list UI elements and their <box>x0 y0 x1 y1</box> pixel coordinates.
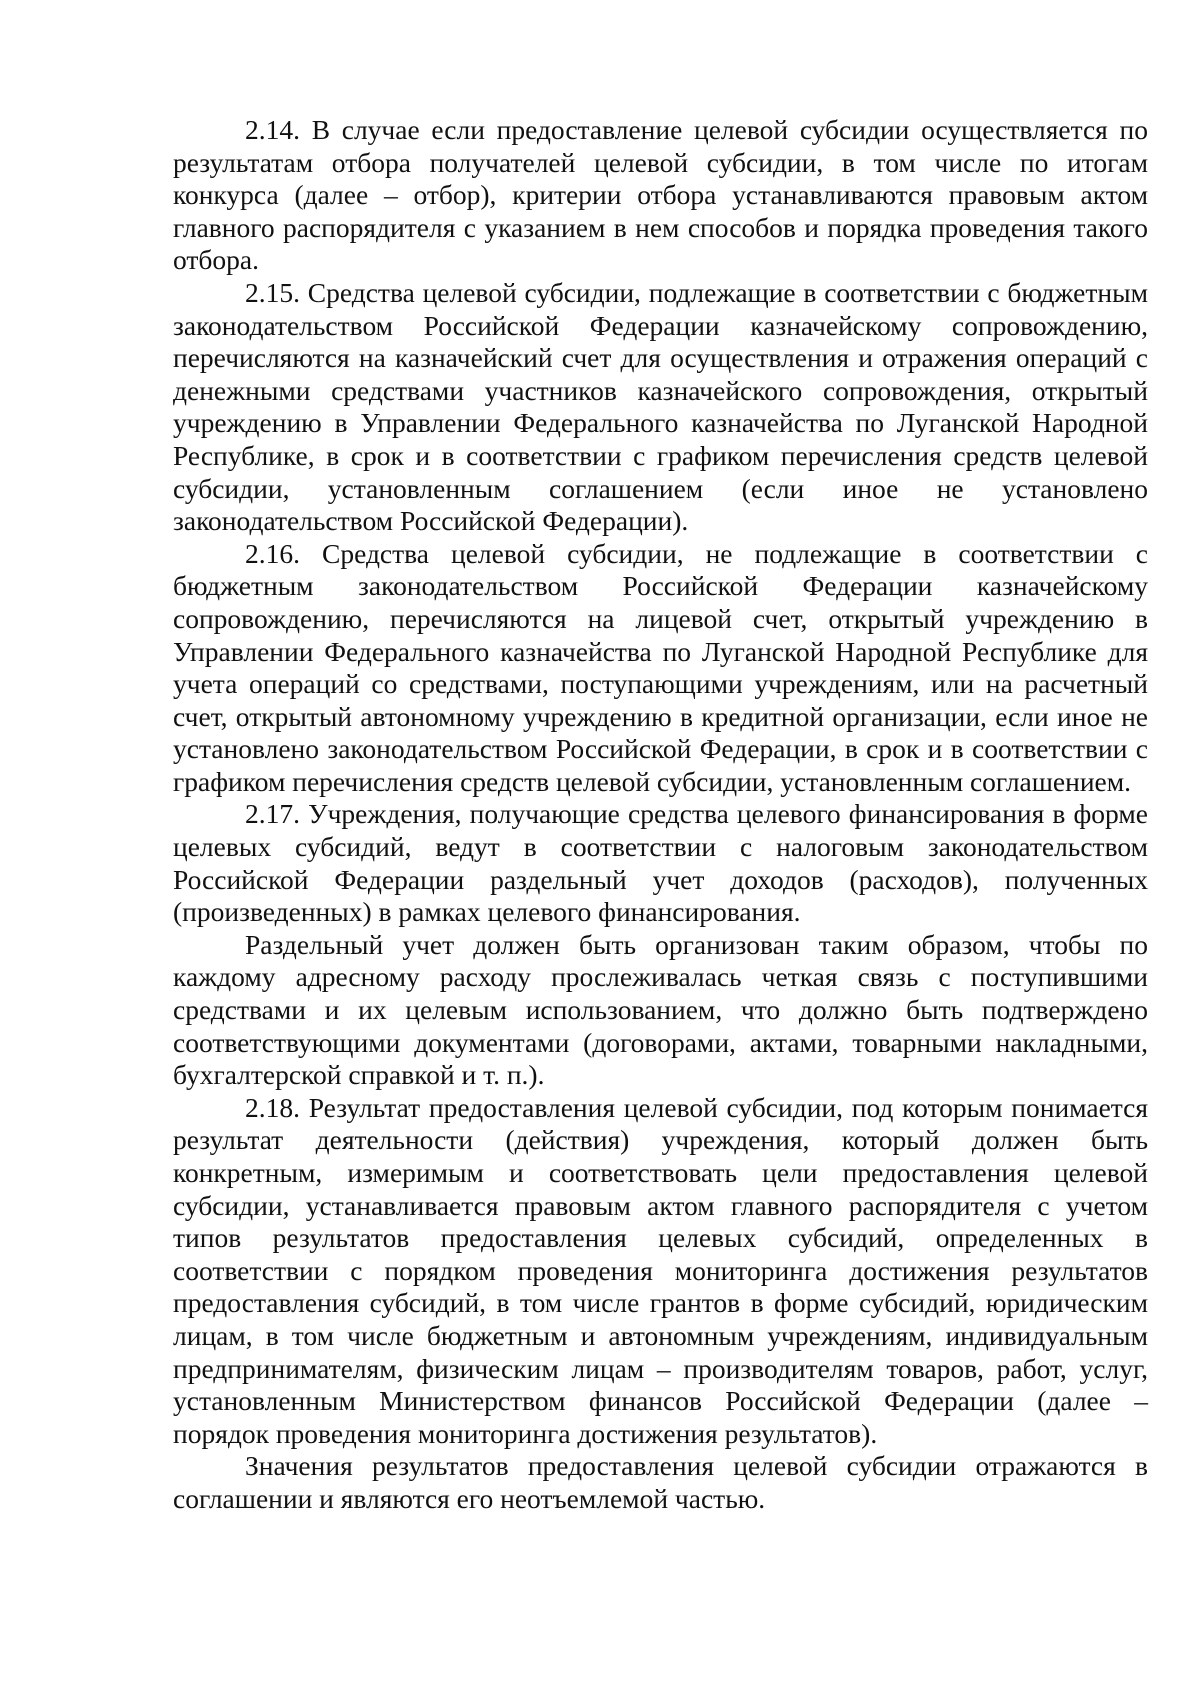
paragraph-separate-accounting: Раздельный учет должен быть организован таким образом, чтобы по каждому адресному расходу прослеживалась четкая связь с поступившими средствами и их целевым использованием, что должно быть подтверждено соответствующими документами (договорами, актами, товарными накладными, бухгалтерской справкой и т. п.). <box>173 928 1148 1091</box>
paragraph-result-values: Значения результатов предоставления целевой субсидии отражаются в соглашении и являются его неотъемлемой частью. <box>173 1450 1148 1514</box>
paragraph-2-18: 2.18. Результат предоставления целевой субсидии, под которым понимается результат деятельности (действия) учреждения, который должен быть конкретным, измеримым и соответствовать цели предоставления целевой субсидии, устанавливается правовым актом главного распорядителя с учетом типов результатов предоставления целевых субсидий, определенных в соответствии с порядком проведения мониторинга достижения результатов предоставления субсидий, в том числе грантов в форме субсидий, юридическим лицам, в том числе бюджетным и автономным учреждениям, индивидуальным предпринимателям, физическим лицам – производителям товаров, работ, услуг, установленным Министерством финансов Российской Федерации (далее – порядок проведения мониторинга достижения результатов). <box>173 1091 1148 1449</box>
paragraph-2-15: 2.15. Средства целевой субсидии, подлежащие в соответствии с бюджетным законодательством Российской Федерации казначейскому сопровождению, перечисляются на казначейский счет для осуществления и отражения операций с денежными средствами участников казначейского сопровождения, открытый учреждению в Управлении Федерального казначейства по Луганской Народной Республике, в срок и в соответствии с графиком перечисления средств целевой субсидии, установленным соглашением (если иное не установлено законодательством Российской Федерации). <box>173 276 1148 537</box>
paragraph-2-14: 2.14. В случае если предоставление целевой субсидии осуществляется по результатам отбора получателей целевой субсидии, в том числе по итогам конкурса (далее – отбор), критерии отбора устанавливаются правовым актом главного распорядителя с указанием в нем способов и порядка проведения такого отбора. <box>173 114 1148 276</box>
paragraph-2-16: 2.16. Средства целевой субсидии, не подлежащие в соответствии с бюджетным законодательством Российской Федерации казначейскому сопровождению, перечисляются на лицевой счет, открытый учреждению в Управлении Федерального казначейства по Луганской Народной Республике для учета операций со средствами, поступающими учреждениям, или на расчетный счет, открытый автономному учреждению в кредитной организации, если иное не установлено законодательством Российской Федерации, в срок и в соответствии с графиком перечисления средств целевой субсидии, установленным соглашением. <box>173 537 1148 797</box>
document-body <box>173 114 1148 1516</box>
paragraph-2-17: 2.17. Учреждения, получающие средства целевого финансирования в форме целевых субсидий, ведут в соответствии с налоговым законодательством Российской Федерации раздельный учет доходов (расходов), полученных (произведенных) в рамках целевого финансирования. <box>173 798 1148 928</box>
